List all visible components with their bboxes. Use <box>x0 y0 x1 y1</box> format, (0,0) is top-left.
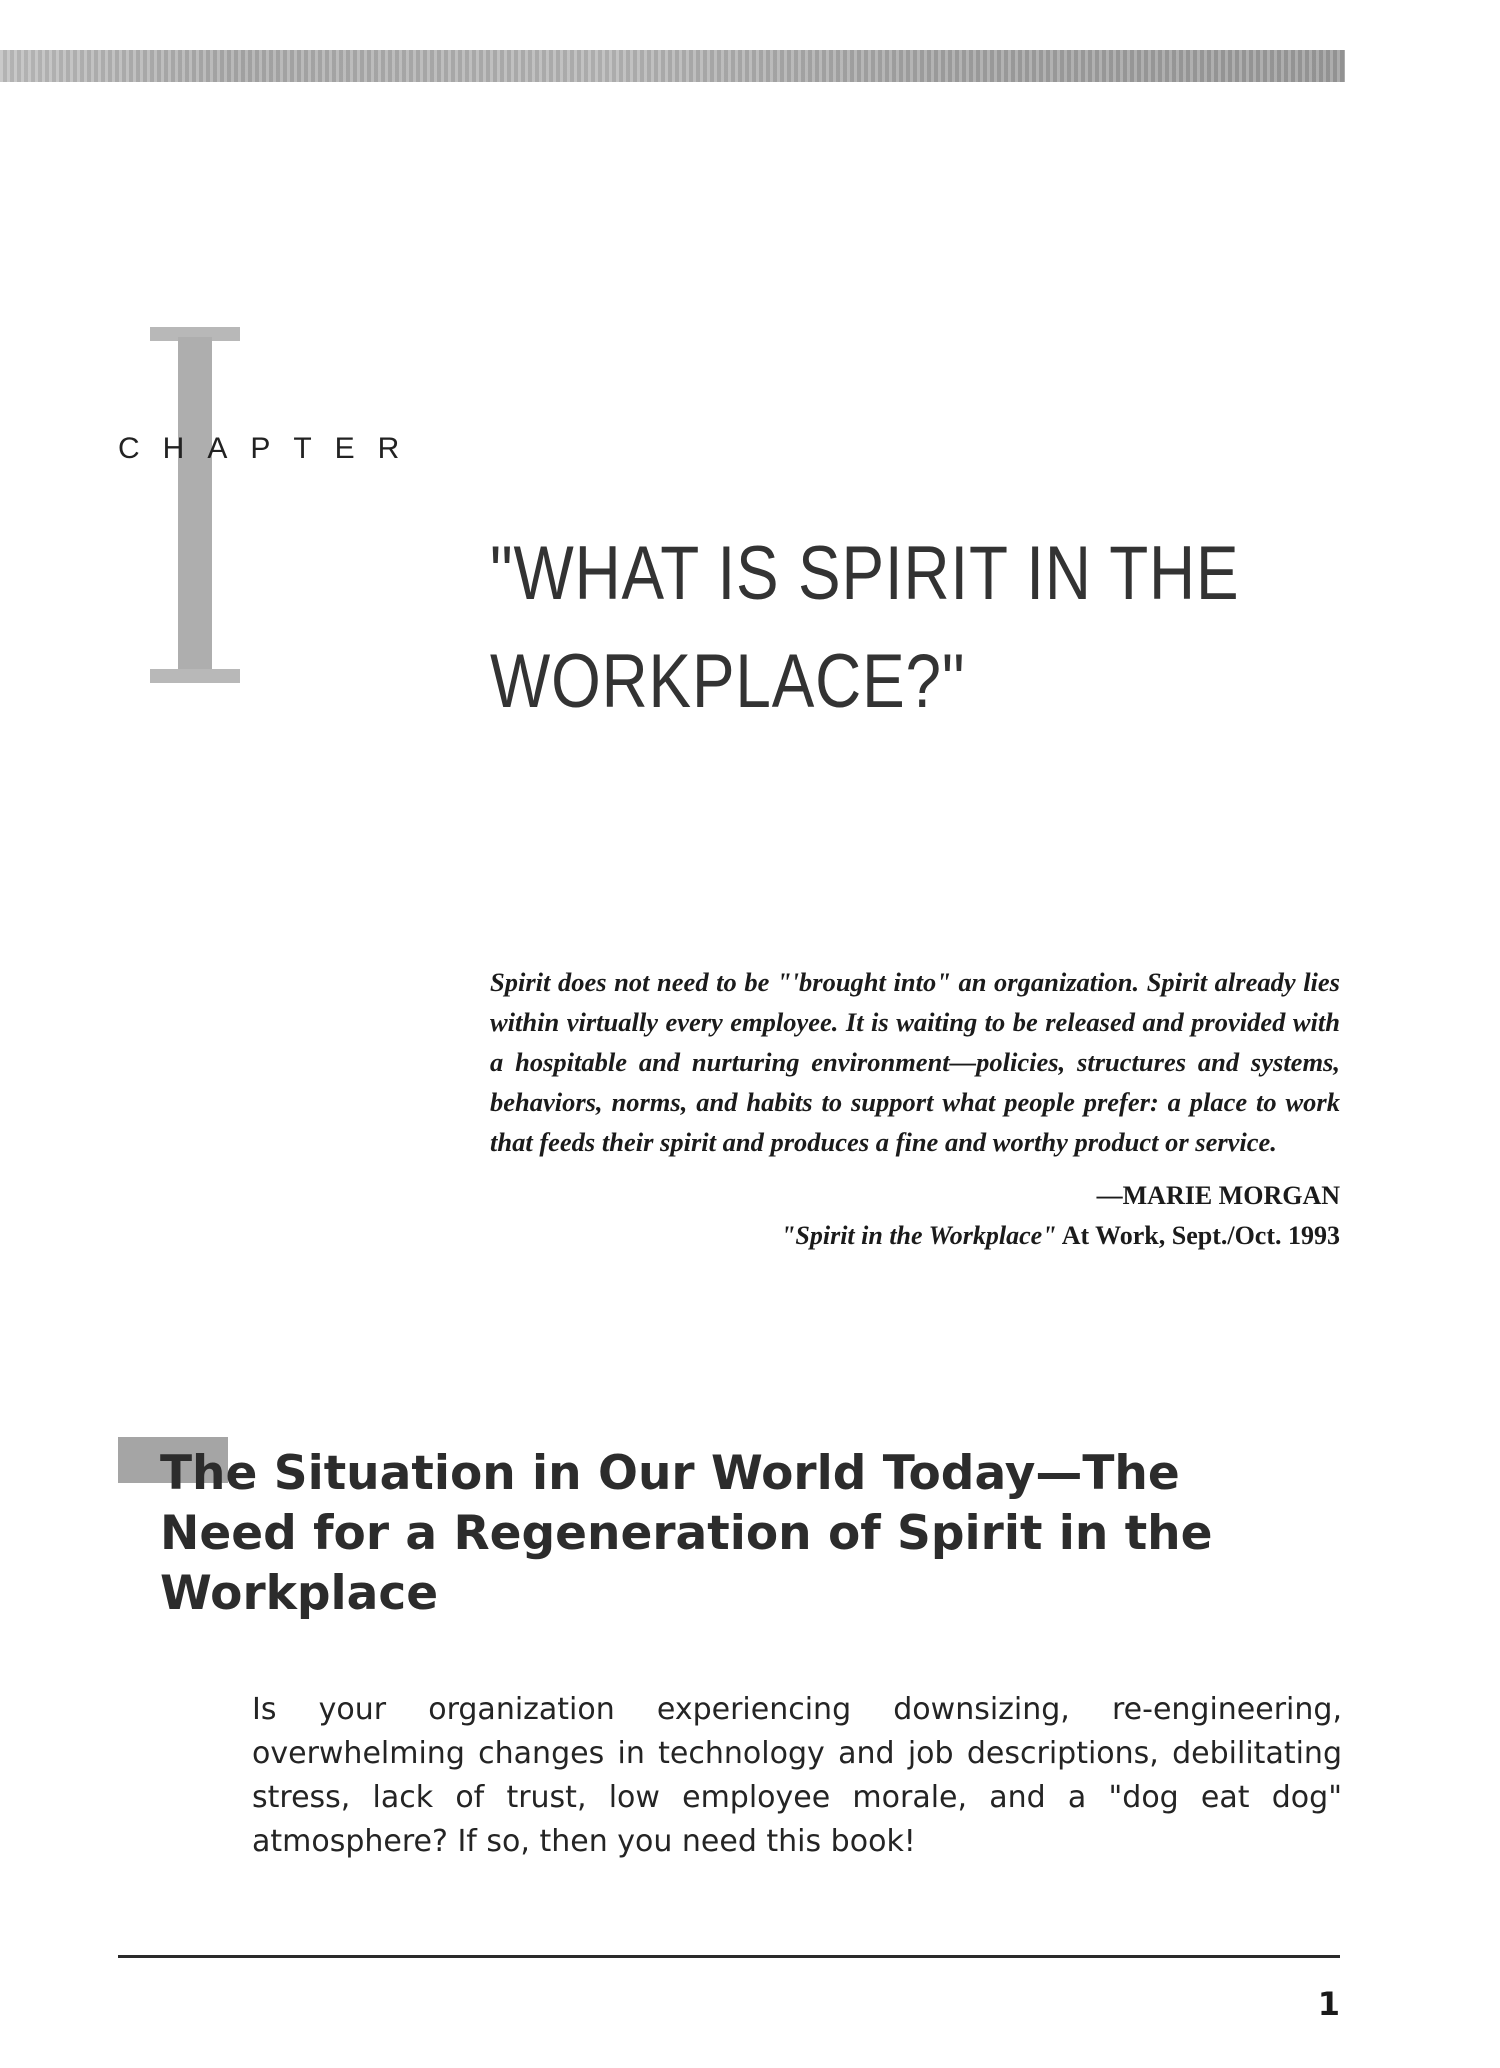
top-header-band <box>0 50 1345 82</box>
page-number: 1 <box>1317 1985 1340 2023</box>
body-paragraph: Is your organization experiencing downsizing, re-engineering, overwhelming changes in technology and job descriptions, debilitating stress, lack of trust, low employee morale, and a "dog eat dog" atmosphere? If so, then you need this book! <box>252 1692 1342 1859</box>
epigraph-quote: Spirit does not need to be "'brought into" an organization. Spirit already lies within virtually every employee. It is waiting to be released and provided with a hospitable and nurturing environment—policies, structures and systems, behaviors, norms, and habits to support what people prefer: a place to work that feeds their spirit and produces a fine and worthy product or service. <box>490 967 1340 1157</box>
chapter-label: CHAPTER <box>118 432 423 465</box>
numeral-serif-bottom <box>150 669 240 683</box>
chapter-title <box>490 520 1240 736</box>
epigraph-author: —MARIE MORGAN <box>1096 1181 1340 1210</box>
footer-rule <box>118 1955 1340 1958</box>
section-heading: The Situation in Our World Today—The Need for a Regeneration of Spirit in the Workplace <box>160 1446 1213 1621</box>
epigraph <box>490 962 1340 1256</box>
numeral-stem <box>178 337 212 673</box>
epigraph-source-publication: At Work, Sept./Oct. 1993 <box>1061 1221 1340 1250</box>
chapter-title-line-2: WORKPLACE?" <box>490 639 966 724</box>
epigraph-attribution <box>490 1176 1340 1256</box>
chapter-title-line-1: "WHAT IS SPIRIT IN THE <box>490 531 1240 616</box>
epigraph-source <box>490 1216 1340 1256</box>
epigraph-source-title: "Spirit in the Workplace" <box>780 1221 1057 1250</box>
chapter-numeral-graphic <box>150 327 240 683</box>
